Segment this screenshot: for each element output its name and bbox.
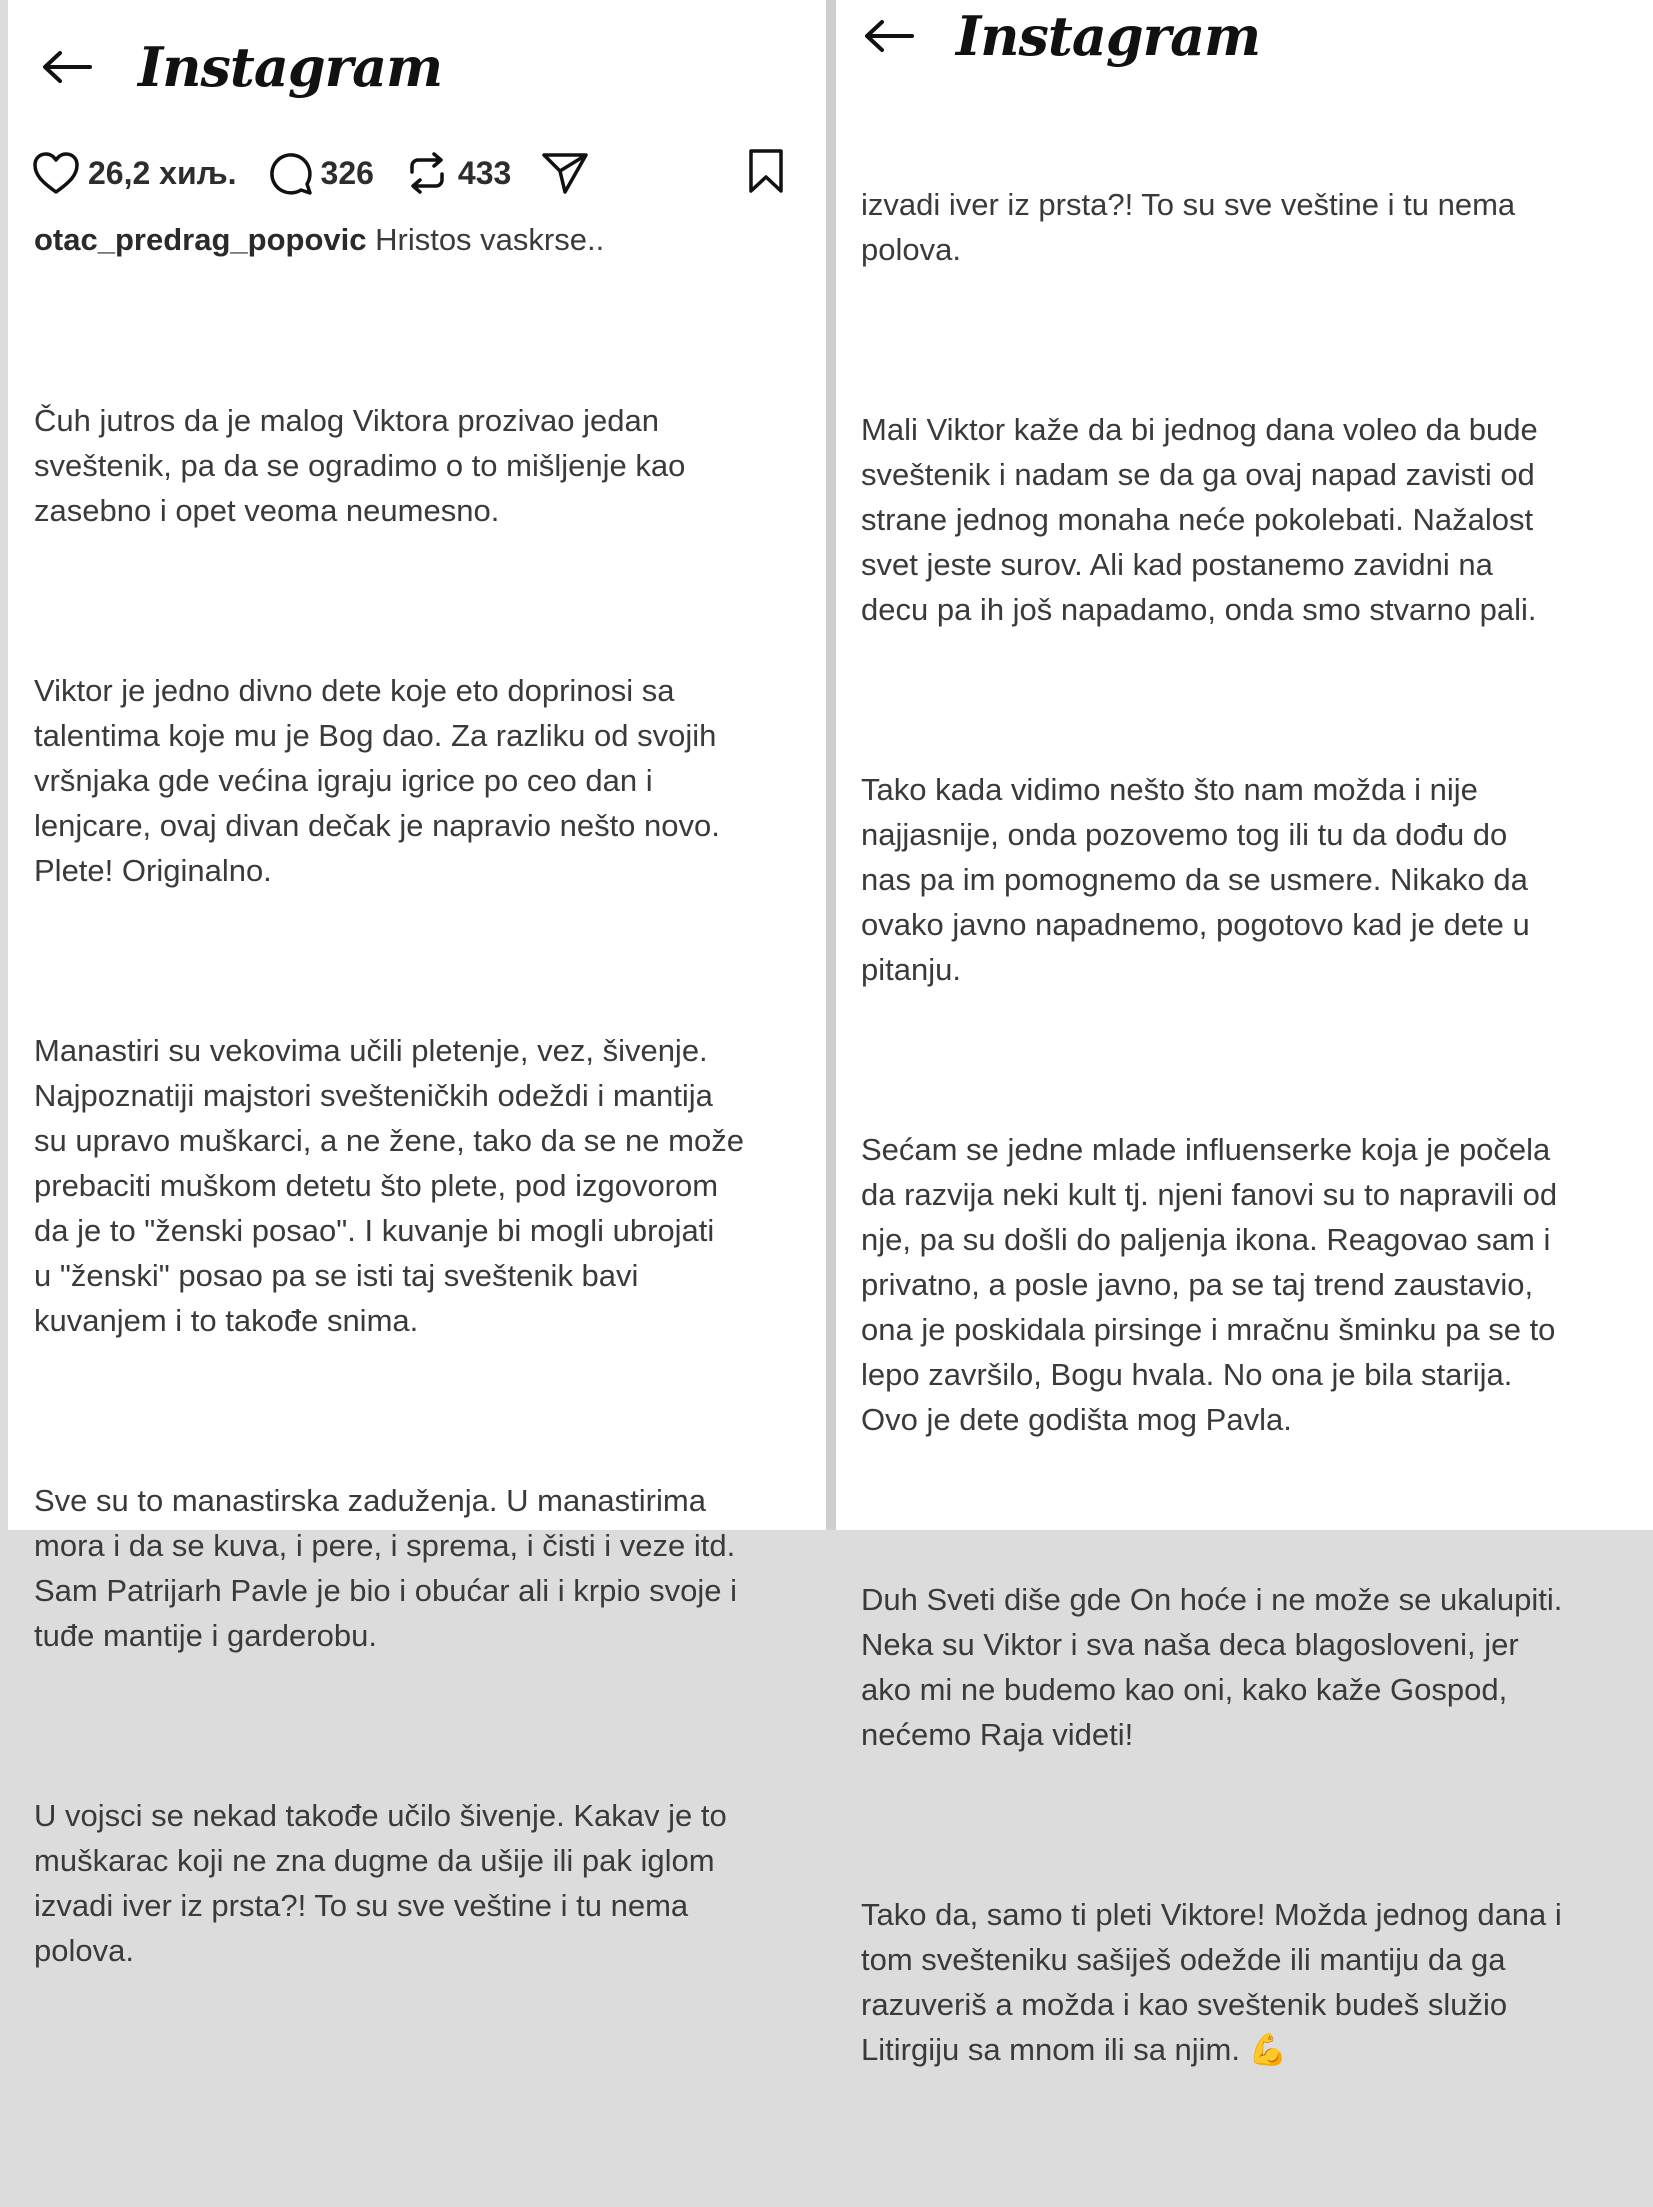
comment-count: 326	[320, 154, 374, 191]
like-count: 26,2 хиљ.	[88, 154, 237, 191]
caption-paragraph: Sve su to manastirska zaduženja. U manastirima mora i da se kuva, i pere, i sprema, i čisti i veze itd. Sam Patrijarh Pavle je bio i obućar ali i krpio svoje i tuđe mantije i garderobu.	[34, 1483, 737, 1653]
arrow-left-icon	[40, 49, 92, 85]
caption-body-right	[861, 92, 1641, 2207]
comment-button[interactable]	[267, 150, 374, 196]
caption-paragraph: U vojsci se nekad takođe učilo šivenje. Kakav je to muškarac koji ne zna dugme da ušije ili pak iglom izvadi iver iz prsta?! To su sve veštine i tu nema polova.	[34, 1798, 727, 1968]
repost-icon	[404, 150, 450, 196]
instagram-logo: Instagram	[138, 35, 443, 99]
caption-paragraph: Viktor je jedno divno dete koje eto doprinosi sa talentima koje mu je Bog dao. Za razliku od svojih vršnjaka gde većina igraju igrice po ceo dan i lenjcare, ovaj divan dečak je napravio nešto novo. Plete! Originalno.	[34, 673, 720, 888]
caption-paragraph: Manastiri su vekovima učili pletenje, vez, šivenje. Najpoznatiji majstori svešteničkih odeždi i mantija su upravo muškarci, a ne žene, tako da se ne može prebaciti muškom detetu što plete, pod izgovorom da je to "ženski posao". I kuvanje bi mogli ubrojati u "ženski" posao pa se isti taj sveštenik bavi kuvanjem i to takođe snima.	[34, 1033, 744, 1338]
comment-bubble-icon	[267, 150, 313, 196]
caption-paragraph-last	[861, 1892, 1641, 2072]
bookmark-icon	[746, 148, 786, 194]
caption-paragraph: Mali Viktor kaže da bi jednog dana voleo da bude sveštenik i nadam se da ga ovaj napad zavisti od strane jednog monaha neće pokolebati. Nažalost svet jeste surov. Ali kad postanemo zavidni na decu pa ih još napadamo, onda smo stvarno pali.	[861, 412, 1538, 627]
back-button[interactable]	[36, 47, 96, 87]
caption-paragraph: Sećam se jedne mlade influenserke koja je počela da razvija neki kult tj. njeni fanovi su to napravili od nje, pa su došli do paljenja ikona. Reagovao sam i privatno, a posle javno, pa se taj trend zaustavio, ona je poskidala pirsinge i mračnu šminku pa se to lepo završilo, Bogu hvala. No ona je bila starija. Ovo je dete godišta mog Pavla.	[861, 1132, 1558, 1437]
arrow-left-icon	[862, 18, 914, 54]
caption-text: Tako da, samo ti pleti Viktore! Možda jednog dana i tom svešteniku sašiješ odežde ili mantiju da ga razuveriš a možda i kao sveštenik budeš služio Litirgiju sa mnom ili sa njim.	[861, 1897, 1562, 2067]
back-button[interactable]	[858, 16, 918, 56]
left-post-panel	[8, 0, 826, 1968]
post-actions-bar	[32, 143, 786, 203]
heart-icon	[32, 151, 80, 195]
share-button[interactable]	[541, 151, 589, 195]
like-button[interactable]	[32, 151, 237, 195]
right-header	[836, 0, 1653, 72]
repost-button[interactable]	[404, 150, 511, 196]
left-header	[8, 22, 826, 112]
caption-paragraph: izvadi iver iz prsta?! To su sve veštine i tu nema polova.	[861, 187, 1516, 267]
right-post-panel	[836, 0, 1653, 2067]
flexed-biceps-icon: 💪	[1248, 2032, 1288, 2067]
caption-paragraph: Duh Sveti diše gde On hoće i ne može se ukalupiti. Neka su Viktor i sva naša deca blagosloveni, jer ako mi ne budemo kao oni, kako kaže Gospod, nećemo Raja videti!	[861, 1582, 1563, 1752]
caption-start: Hristos vaskrse..	[375, 222, 605, 257]
username-link[interactable]: otac_predrag_popovic	[34, 222, 367, 257]
paper-plane-icon	[541, 151, 589, 195]
caption-first-line	[34, 222, 604, 258]
panel-divider	[826, 0, 836, 1530]
caption-body-left	[34, 308, 814, 2108]
save-button[interactable]	[746, 148, 786, 199]
caption-paragraph: Čuh jutros da je malog Viktora prozivao jedan sveštenik, pa da se ogradimo o to mišljenje kao zasebno i opet veoma neumesno.	[34, 403, 686, 528]
caption-paragraph: Tako kada vidimo nešto što nam možda i nije najjasnije, onda pozovemo tog ili tu da dođu do nas pa im pomognemo da se usmere. Nikako da ovako javno napadnemo, pogotovo kad je dete u pitanju.	[861, 772, 1530, 987]
instagram-logo: Instagram	[956, 4, 1261, 68]
repost-count: 433	[457, 154, 512, 191]
